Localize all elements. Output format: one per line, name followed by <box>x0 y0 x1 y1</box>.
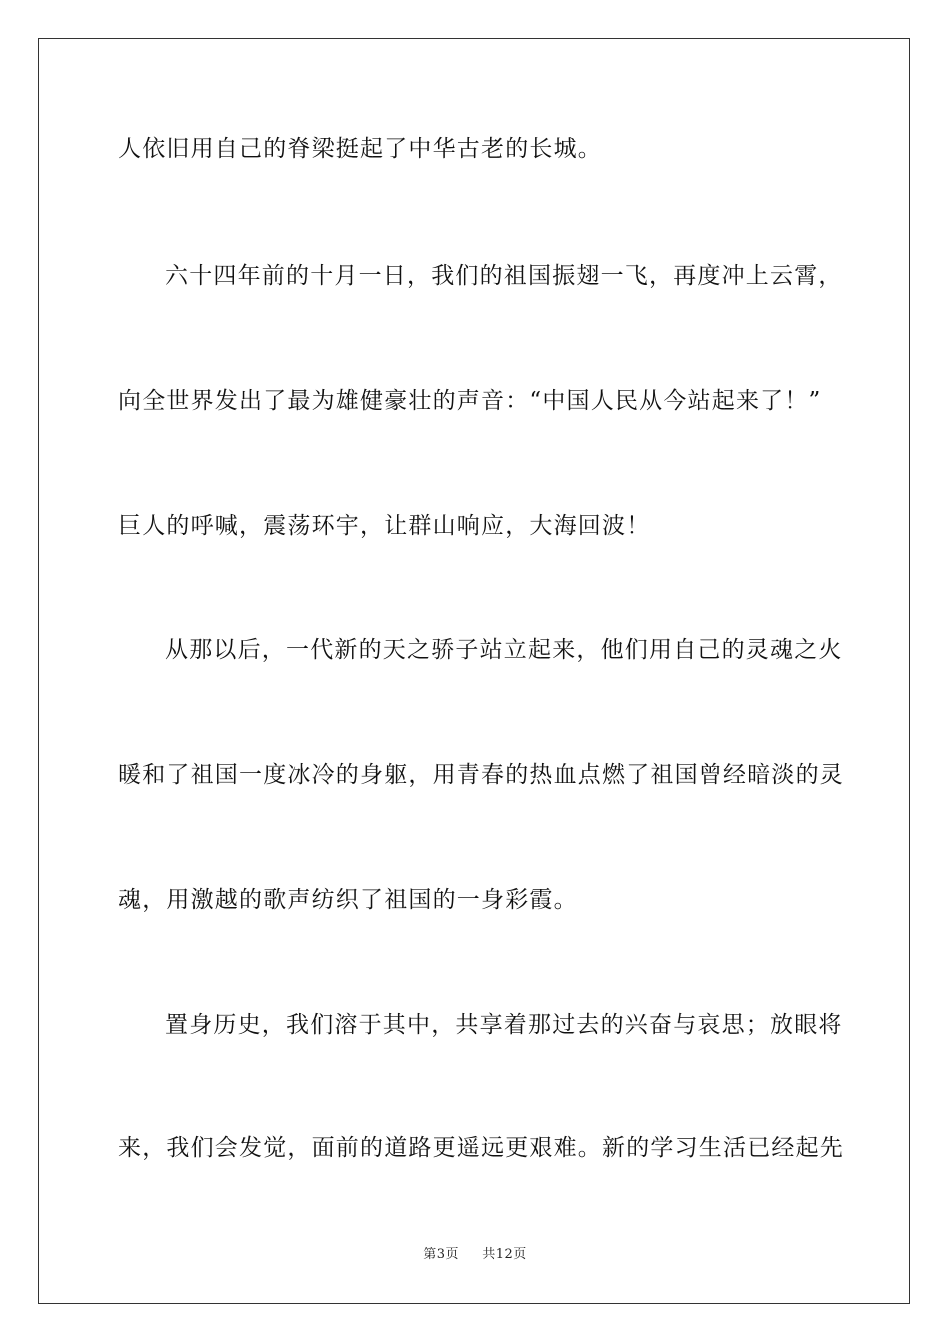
paragraph-line: 暖和了祖国一度冰冷的身躯，用青春的热血点燃了祖国曾经暗淡的灵 <box>118 762 844 788</box>
paragraph-line: 魂，用激越的歌声纺织了祖国的一身彩霞。 <box>118 887 578 913</box>
paragraph-line: 置身历史，我们溶于其中，共享着那过去的兴奋与哀思；放眼将 <box>165 1012 843 1038</box>
paragraph-line: 人依旧用自己的脊梁挺起了中华古老的长城。 <box>118 136 602 162</box>
paragraph-line: 向全世界发出了最为雄健豪壮的声音：“中国人民从今站起来了！” <box>118 388 822 414</box>
page-number: 第3页 <box>423 1247 460 1262</box>
paragraph-line: 来，我们会发觉，面前的道路更遥远更艰难。新的学习生活已经起先 <box>118 1135 844 1161</box>
paragraph-line: 巨人的呼喊，震荡环宇，让群山响应，大海回波！ <box>118 513 651 539</box>
paragraph-line: 六十四年前的十月一日，我们的祖国振翅一飞，再度冲上云霄， <box>165 263 843 289</box>
paragraph-line: 从那以后，一代新的天之骄子站立起来，他们用自己的灵魂之火 <box>165 637 843 663</box>
page-total: 共12页 <box>482 1247 527 1262</box>
page-border <box>38 38 910 1304</box>
page-footer <box>0 1246 950 1264</box>
